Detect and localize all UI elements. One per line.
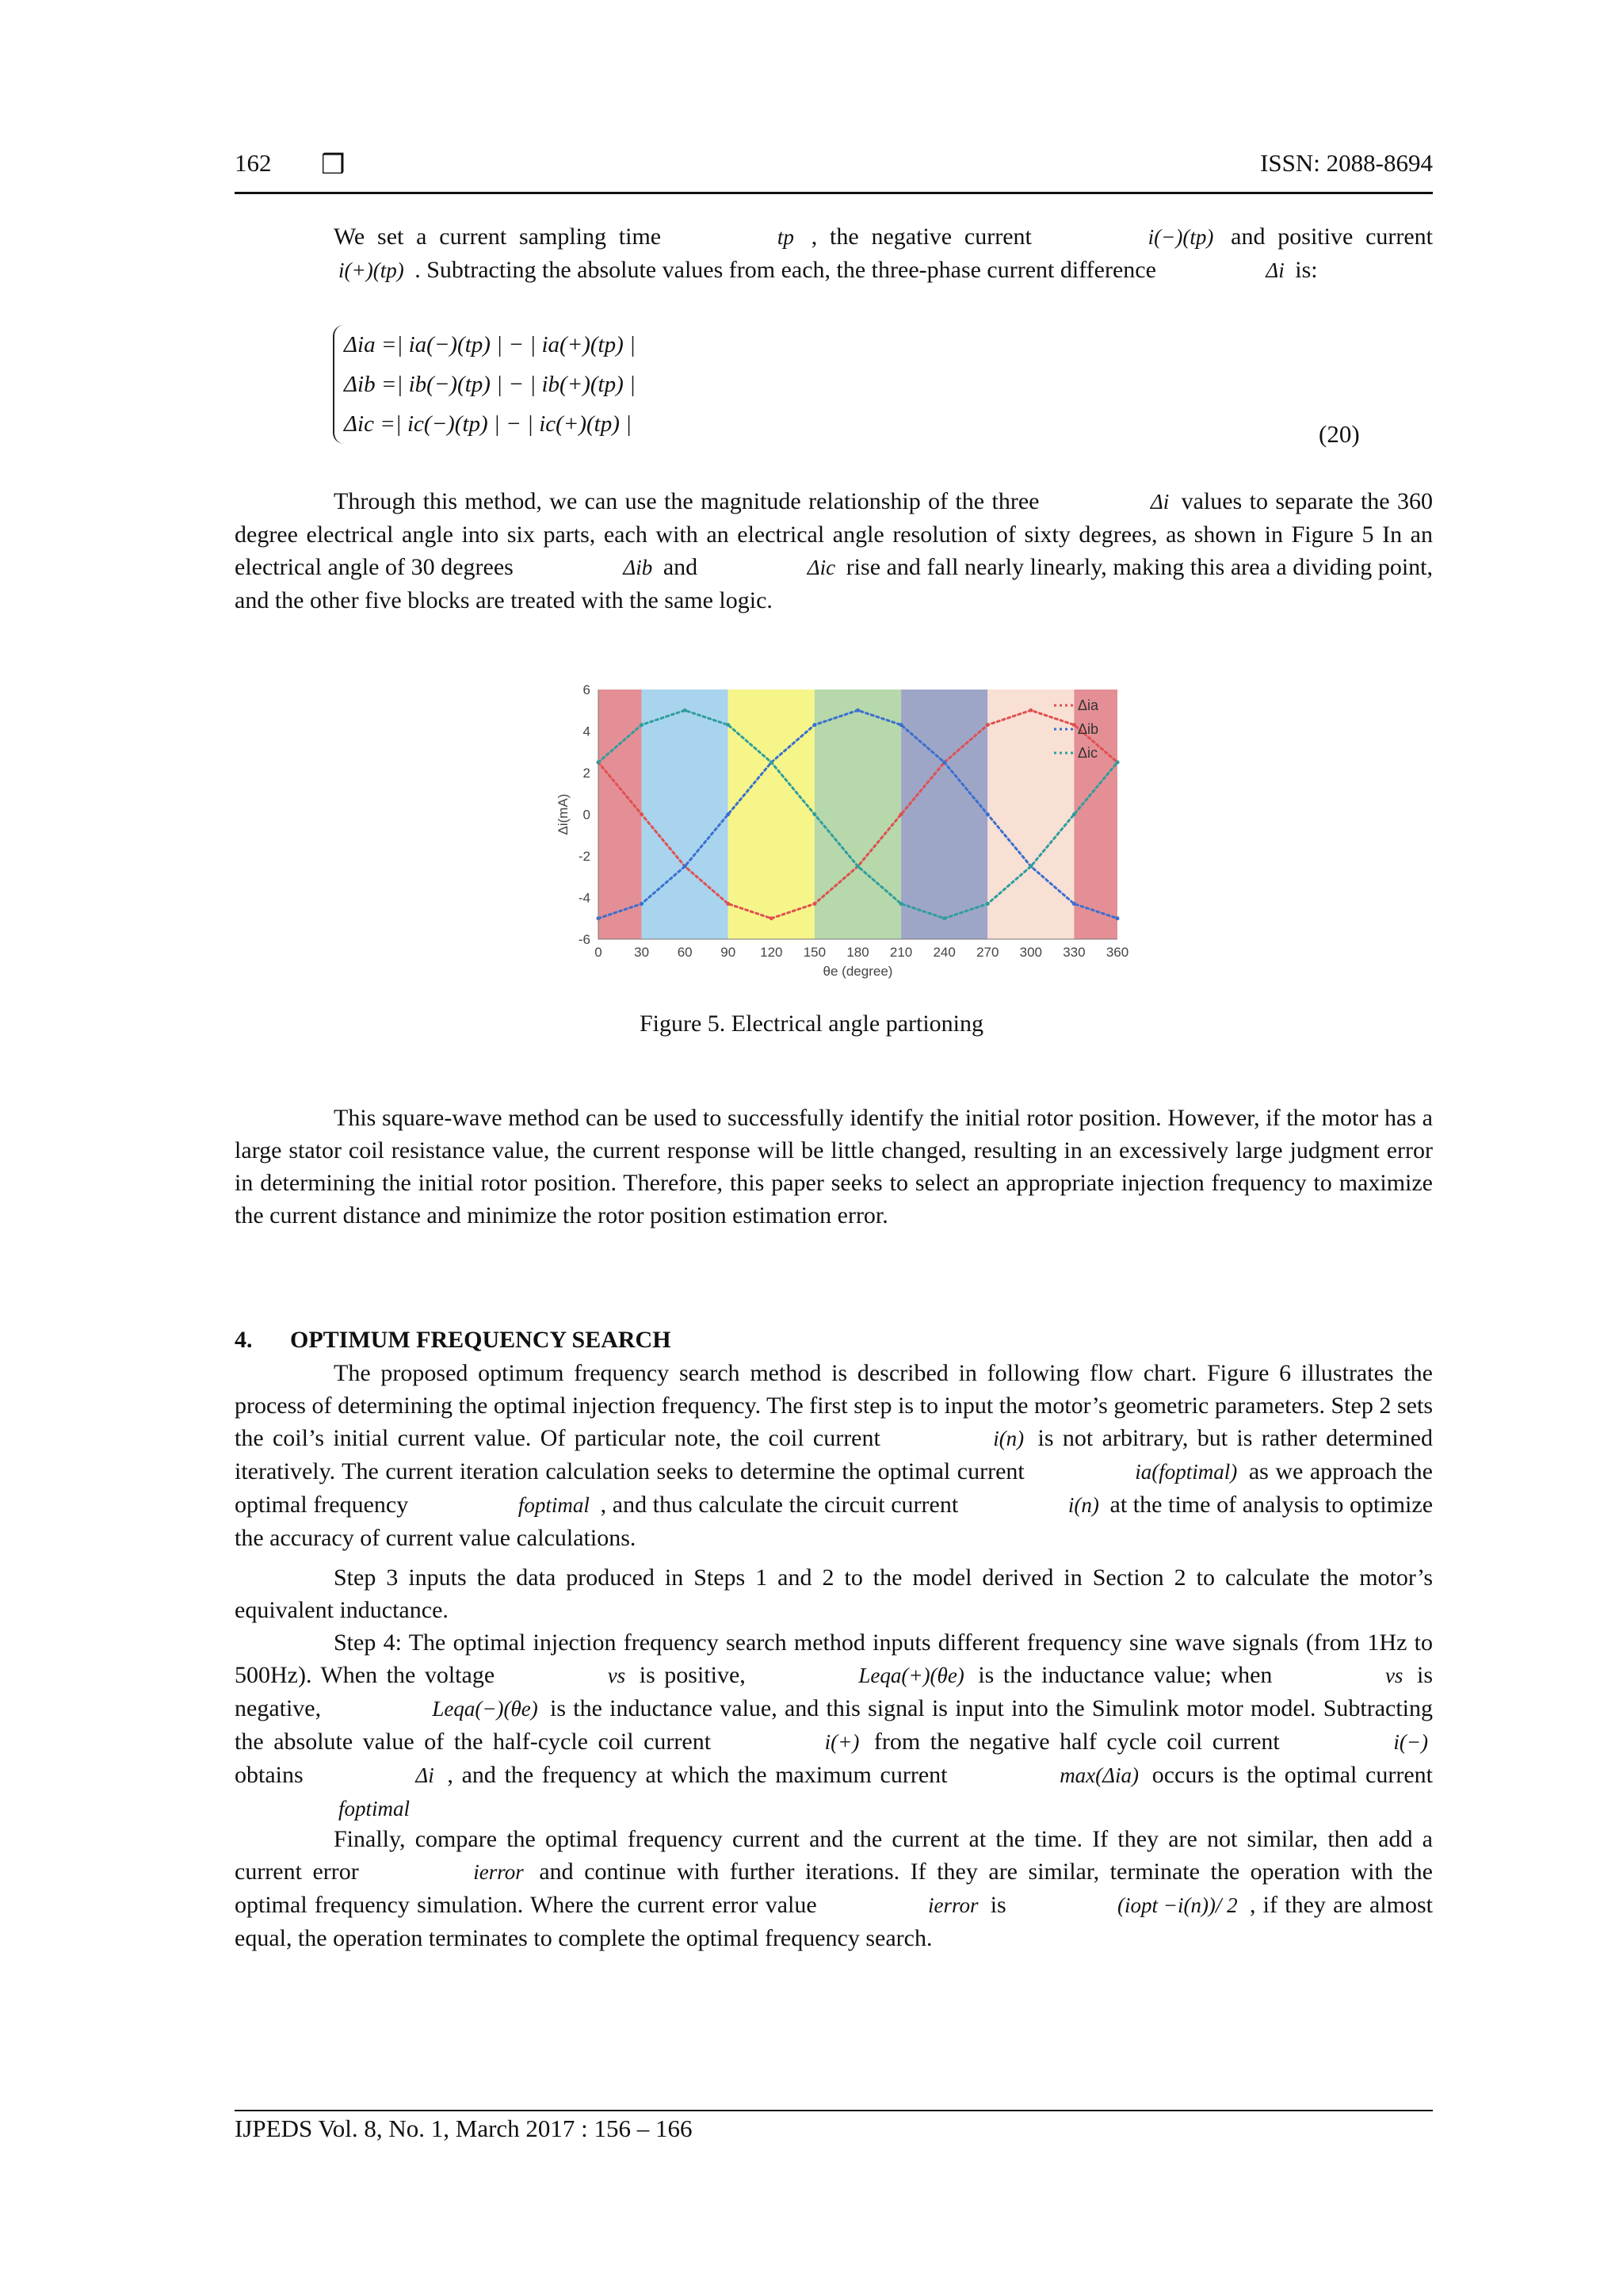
- paragraph-4: [235, 1357, 1433, 1554]
- figure-caption: Figure 5. Electrical angle partioning: [639, 1010, 984, 1037]
- equation-line-a: Δia =| ia(−)(tp) | − | ia(+)(tp) |: [344, 332, 636, 357]
- math-ia-foptimal: ia(foptimal): [1135, 1460, 1238, 1484]
- journal-issn: ISSN: 2088-8694: [1260, 149, 1433, 177]
- y-tick-label: -2: [578, 849, 590, 864]
- para1-text: and positive current: [1231, 223, 1434, 250]
- data-point: [726, 812, 730, 816]
- math-error-formula: (iopt −i(n))/ 2: [1117, 1893, 1238, 1917]
- x-tick-label: 120: [760, 945, 783, 960]
- x-tick-label: 30: [634, 945, 650, 960]
- y-tick-label: -4: [578, 890, 590, 906]
- footer-rule: [235, 2110, 1433, 2111]
- math-delta-ib: Δib: [623, 556, 653, 579]
- para2-text: and: [663, 554, 704, 580]
- para6-text: occurs is the optimal current: [1151, 1762, 1433, 1788]
- para2-text: rise and fall nearly linearly, making this area a dividing point, and the other five blocks are treated with the same logic.: [235, 554, 1434, 613]
- chart-band: [815, 690, 901, 939]
- para6-text: is the inductance value; when: [978, 1662, 1281, 1688]
- x-tick-label: 300: [1019, 945, 1043, 960]
- paragraph-1: [235, 220, 1433, 287]
- para7-text: is: [990, 1892, 1014, 1918]
- math-delta-i: Δi: [415, 1763, 434, 1787]
- math-foptimal: foptimal: [517, 1493, 590, 1517]
- section-heading: [235, 1327, 671, 1354]
- legend-label: Δia: [1078, 697, 1099, 713]
- x-tick-label: 210: [889, 945, 913, 960]
- para1-text: . Subtracting the absolute values from each, the three-phase current difference: [414, 257, 1163, 283]
- para7-text: and continue with further iterations. If they are similar, terminate the operation with the optimal frequency simulation. Where the current error value: [235, 1859, 1433, 1918]
- math-i-neg: i(−): [1393, 1730, 1429, 1754]
- data-point: [683, 709, 687, 712]
- data-point: [856, 709, 860, 712]
- math-ierror: ierror: [927, 1893, 979, 1917]
- data-point: [812, 902, 816, 906]
- header-rule: [235, 192, 1433, 194]
- footer-citation: IJPEDS Vol. 8, No. 1, March 2017 : 156 – 166: [235, 2115, 693, 2142]
- paragraph-5: Step 3 inputs the data produced in Steps 1 and 2 to the model derived in Section 2 to calculate the motor’s equivalent inductance.: [235, 1564, 1433, 1623]
- paragraph-7: [235, 1823, 1433, 1954]
- data-point: [1029, 865, 1033, 869]
- legend-label: Δib: [1078, 721, 1099, 737]
- math-delta-ic: Δic: [807, 556, 836, 579]
- data-point: [986, 812, 990, 816]
- para6-text: is negative,: [235, 1662, 1434, 1721]
- math-delta-i: Δi: [1150, 490, 1170, 514]
- data-point: [726, 723, 730, 727]
- para6-text: is positive,: [639, 1662, 755, 1688]
- para7-text: Finally, compare the optimal frequency current and the current at the time. If they are not similar, then add a current error: [235, 1826, 1433, 1885]
- math-tp: tp: [777, 225, 794, 249]
- y-tick-label: -6: [578, 932, 590, 947]
- chart-band: [642, 690, 728, 939]
- page-number: 162: [235, 149, 272, 177]
- y-tick-label: 4: [582, 724, 590, 739]
- x-tick-label: 360: [1106, 945, 1129, 960]
- y-tick-label: 2: [582, 766, 590, 781]
- y-tick-label: 0: [582, 807, 590, 823]
- data-point: [986, 902, 990, 906]
- data-point: [899, 723, 903, 727]
- paragraph-3: This square-wave method can be used to successfully identify the initial rotor position. However, if the motor has a large stator coil resistance value, the current response will be little changed, resulting in an excessively large judgment error in determining the initial rotor position. Therefore, this paper seeks to select an appropriate injection frequency to maximize the current distance and minimize the rotor position estimation error.: [235, 1105, 1433, 1228]
- math-i-pos: i(+): [824, 1730, 860, 1754]
- para6-text: Step 4: The optimal injection frequency search method inputs different frequency sine wave signals (from 1Hz to 500Hz). When the voltage: [235, 1629, 1433, 1688]
- math-delta-i: Δi: [1266, 258, 1285, 282]
- math-i-n: i(n): [1067, 1493, 1099, 1517]
- chart-band: [598, 690, 642, 939]
- y-axis-label: Δi(mA): [556, 793, 571, 835]
- para4-text: at the time of analysis to optimize the accuracy of current value calculations.: [235, 1492, 1434, 1551]
- para7-text: , if they are almost equal, the operation terminates to complete the optimal frequency search.: [235, 1892, 1434, 1951]
- data-point: [640, 723, 643, 727]
- x-tick-label: 330: [1063, 945, 1086, 960]
- para4-text: as we approach the optimal frequency: [235, 1458, 1434, 1518]
- x-tick-label: 150: [803, 945, 827, 960]
- data-point: [1029, 709, 1033, 712]
- x-tick-label: 270: [976, 945, 999, 960]
- data-point: [1072, 723, 1076, 727]
- data-point: [986, 723, 990, 727]
- math-i-pos: i(+)(tp): [338, 258, 404, 282]
- para4-text: is not arbitrary, but is rather determined iteratively. The current iteration calculation seeks to determine the optimal current: [235, 1425, 1434, 1484]
- math-i-neg: i(−)(tp): [1148, 225, 1214, 249]
- figure-5-chart: [555, 678, 1133, 979]
- data-point: [812, 812, 816, 816]
- x-tick-label: 90: [720, 945, 736, 960]
- data-point: [856, 865, 860, 869]
- x-tick-label: 0: [594, 945, 602, 960]
- data-point: [640, 812, 643, 816]
- math-foptimal: foptimal: [338, 1797, 411, 1820]
- data-point: [1116, 916, 1120, 920]
- data-point: [899, 902, 903, 906]
- math-leqa-neg: Leqa(−)(θe): [432, 1697, 538, 1721]
- para1-text: , the negative current: [811, 223, 1044, 250]
- y-tick-label: 6: [582, 682, 590, 697]
- math-vs: vs: [1384, 1664, 1403, 1687]
- para6-text: from the negative half cycle coil current: [873, 1729, 1290, 1755]
- para1-text: is:: [1295, 257, 1318, 283]
- paragraph-6: [235, 1626, 1433, 1825]
- para6-text: is the inductance value, and this signal is input into the Simulink motor model. Subtracting the absolute value of the half-cycle coil current: [235, 1695, 1434, 1755]
- data-point: [640, 902, 643, 906]
- para6-text: obtains: [235, 1762, 312, 1788]
- x-tick-label: 240: [933, 945, 956, 960]
- math-max-delta-ia: max(Δia): [1060, 1763, 1140, 1787]
- chart-band: [728, 690, 815, 939]
- equation-line-c: Δic =| ic(−)(tp) | − | ic(+)(tp) |: [344, 411, 632, 437]
- box-icon: ❒: [321, 151, 346, 180]
- legend-label: Δic: [1078, 745, 1098, 761]
- data-point: [1116, 760, 1120, 764]
- data-point: [769, 916, 773, 920]
- data-point: [726, 902, 730, 906]
- para6-text: , and the frequency at which the maximum current: [447, 1762, 957, 1788]
- equation-line-b: Δib =| ib(−)(tp) | − | ib(+)(tp) |: [344, 372, 636, 397]
- data-point: [899, 812, 903, 816]
- para2-text: Through this method, we can use the magnitude relationship of the three: [334, 488, 1047, 514]
- para4-text: The proposed optimum frequency search method is described in following flow chart. Figure 6 illustrates the process of determining the optimal injection frequency. The first step is to input the motor’s geometric parameters. Step 2 sets the coil’s initial current value. Of particular note, the coil current: [235, 1360, 1433, 1451]
- data-point: [942, 916, 946, 920]
- section-title: OPTIMUM FREQUENCY SEARCH: [290, 1327, 671, 1353]
- para2-text: values to separate the 360 degree electrical angle into six parts, each with an electrical angle resolution of sixty degrees, as shown in Figure 5 In an electrical angle of 30 degrees: [235, 488, 1434, 580]
- equation-20: [333, 325, 636, 444]
- equation-number: (20): [1319, 420, 1360, 448]
- data-point: [812, 723, 816, 727]
- data-point: [1072, 902, 1076, 906]
- math-i-n: i(n): [993, 1427, 1025, 1450]
- data-point: [942, 760, 946, 764]
- x-tick-label: 60: [677, 945, 693, 960]
- math-ierror: ierror: [473, 1860, 524, 1884]
- chart-band: [901, 690, 987, 939]
- data-point: [683, 865, 687, 869]
- data-point: [1072, 812, 1076, 816]
- math-leqa-pos: Leqa(+)(θe): [858, 1664, 964, 1687]
- data-point: [769, 760, 773, 764]
- paragraph-2: [235, 485, 1433, 617]
- para1-text: We set a current sampling time: [334, 223, 674, 250]
- chart-band: [987, 690, 1074, 939]
- x-tick-label: 180: [846, 945, 869, 960]
- section-number: 4.: [235, 1327, 253, 1353]
- x-axis-label: θe (degree): [823, 964, 893, 979]
- math-vs: vs: [607, 1664, 626, 1687]
- para4-text: , and thus calculate the circuit current: [600, 1492, 964, 1518]
